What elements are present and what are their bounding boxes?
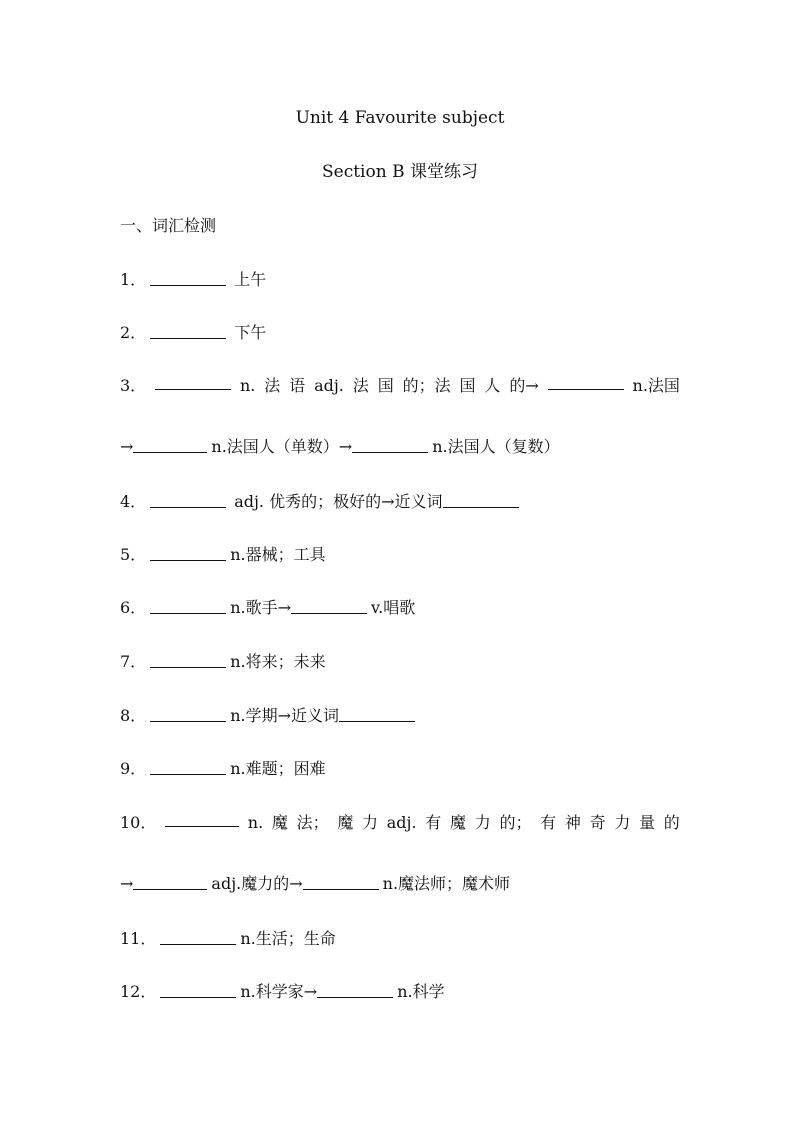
answer-blank[interactable] [150, 493, 226, 508]
meaning-part: n. [239, 376, 256, 395]
question-number: 6． [120, 598, 147, 617]
meaning-part: 国 [377, 376, 394, 395]
meaning-part: 的； [499, 813, 532, 832]
question-number: 11． [120, 929, 157, 948]
meaning-part: 奇 [589, 813, 606, 832]
question-number: 5． [120, 545, 147, 564]
question-meaning: n.学期→近义词 [230, 706, 339, 725]
question-7 [120, 651, 326, 673]
meaning-part: 的 [663, 813, 680, 832]
meaning-part: n.科学 [397, 982, 445, 1001]
meaning-part: n.法国 [632, 376, 680, 395]
question-meaning: 上午 [234, 270, 267, 289]
answer-blank[interactable] [317, 983, 393, 998]
question-number: 3． [120, 376, 147, 395]
answer-blank[interactable] [150, 324, 226, 339]
question-6 [120, 597, 415, 619]
meaning-part: n.法国人（单数）→ [211, 437, 353, 456]
meaning-part: n.科学家→ [240, 982, 318, 1001]
question-number: 10． [120, 813, 157, 832]
meaning-part: 国 [459, 376, 476, 395]
answer-blank[interactable] [160, 930, 236, 945]
meaning-part: 法； [296, 813, 329, 832]
meaning-part: 的→ [509, 376, 539, 395]
meaning-part: 魔 [337, 813, 354, 832]
meaning-part: 量 [639, 813, 656, 832]
question-meaning: n.生活；生命 [240, 929, 336, 948]
answer-blank[interactable] [443, 493, 519, 508]
meaning-part: adj. [386, 813, 417, 832]
question-number: 9． [120, 759, 147, 778]
section-title: Section B 课堂练习 [322, 162, 478, 182]
answer-blank[interactable] [155, 375, 231, 390]
answer-blank[interactable] [165, 812, 239, 827]
meaning-part: 人 [484, 376, 501, 395]
question-number: 12． [120, 982, 157, 1001]
meaning-part: 魔 [450, 813, 467, 832]
answer-blank[interactable] [303, 875, 379, 890]
question-meaning: n.难题；困难 [230, 759, 326, 778]
answer-blank[interactable] [150, 653, 226, 668]
meaning-part: n. [247, 813, 264, 832]
question-meaning: n.将来；未来 [230, 652, 326, 671]
question-number: 7． [120, 652, 147, 671]
question-10 [120, 812, 680, 834]
question-number: 4． [120, 492, 147, 511]
meaning-part: 神 [564, 813, 581, 832]
answer-blank[interactable] [133, 875, 207, 890]
question-2 [120, 322, 266, 344]
meaning-part: 有 [540, 813, 557, 832]
answer-blank[interactable] [150, 707, 226, 722]
answer-blank[interactable] [291, 599, 367, 614]
meaning-part: 力 [362, 813, 379, 832]
question-meaning: adj. 优秀的；极好的→近义词 [234, 492, 443, 511]
question-number: 2． [120, 323, 147, 342]
meaning-part: adj.魔力的→ [211, 874, 303, 893]
question-1 [120, 269, 266, 291]
answer-blank[interactable] [548, 375, 624, 390]
question-9 [120, 758, 326, 780]
answer-blank[interactable] [133, 438, 207, 453]
unit-title: Unit 4 Favourite subject [295, 108, 505, 128]
section-heading: 一、词汇检测 [120, 216, 217, 235]
question-3 [120, 375, 680, 397]
question-5 [120, 544, 326, 566]
meaning-part: v.唱歌 [371, 598, 416, 617]
answer-blank[interactable] [352, 438, 428, 453]
meaning-part: 语 [289, 376, 306, 395]
question-number: 1． [120, 270, 147, 289]
answer-blank[interactable] [150, 599, 226, 614]
question-number: 8． [120, 706, 147, 725]
answer-blank[interactable] [339, 707, 415, 722]
answer-blank[interactable] [150, 546, 226, 561]
question-11 [120, 928, 336, 950]
meaning-part: n.法国人（复数） [432, 437, 560, 456]
meaning-part: 力 [614, 813, 631, 832]
question-3-continued: → n.法国人（单数）→ n.法国人（复数） [120, 437, 560, 456]
answer-blank[interactable] [150, 760, 226, 775]
meaning-part: 的；法 [402, 376, 451, 395]
question-10-continued: → adj.魔力的→ n.魔法师；魔术师 [120, 874, 511, 893]
meaning-part: 有 [425, 813, 442, 832]
question-meaning: n.器械；工具 [230, 545, 326, 564]
question-meaning: 下午 [234, 323, 267, 342]
question-4 [120, 491, 519, 513]
question-12 [120, 981, 445, 1003]
meaning-part: 法 [264, 376, 281, 395]
answer-blank[interactable] [150, 271, 226, 286]
meaning-part: n.歌手→ [230, 598, 291, 617]
meaning-part: n.魔法师；魔术师 [382, 874, 511, 893]
question-8 [120, 705, 415, 727]
meaning-part: adj. [314, 376, 344, 395]
meaning-part: 力 [474, 813, 491, 832]
meaning-part: 魔 [271, 813, 288, 832]
meaning-part: 法 [352, 376, 369, 395]
answer-blank[interactable] [160, 983, 236, 998]
